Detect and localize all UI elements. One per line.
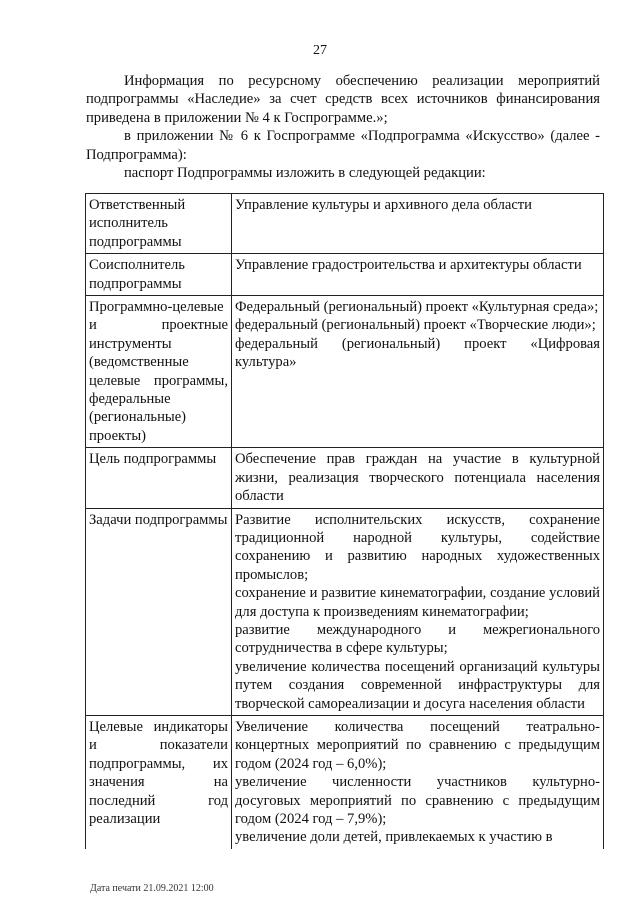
table-row <box>86 194 604 254</box>
row-value <box>232 508 604 715</box>
value-line: сохранение и развитие кинематографии, создание условий для доступа к произведениям кинематографии; <box>235 585 600 620</box>
row-label: Целевые индикаторы и показатели подпрограммы, их значения на последний год реализации <box>86 715 232 848</box>
row-label: Программно-целевые и проектные инструменты (ведомственные целевые программы, федеральные (региональные) проекты) <box>86 296 232 448</box>
row-label: Цель подпрограммы <box>86 448 232 508</box>
value-line: Управление градостроительства и архитектуры области <box>235 257 582 274</box>
table-row <box>86 296 604 448</box>
intro-paragraph-1: Информация по ресурсному обеспечению реализации мероприятий подпрограммы «Наследие» за счет средств всех источников финансирования приведена в приложении № 4 к Госпрограмме.»; <box>86 73 600 126</box>
row-value <box>232 254 604 296</box>
passport-table <box>85 193 604 849</box>
table-row <box>86 508 604 715</box>
value-line: Федеральный (региональный) проект «Культурная среда»; <box>235 299 599 316</box>
intro-paragraph-3: паспорт Подпрограммы изложить в следующей редакции: <box>124 165 486 182</box>
row-value <box>232 296 604 448</box>
row-value <box>232 715 604 848</box>
value-line: федеральный (региональный) проект «Творческие люди»; <box>235 317 596 334</box>
row-value <box>232 448 604 508</box>
value-line: федеральный (региональный) проект «Цифровая культура» <box>235 335 600 371</box>
value-line: увеличение численности участников культурно-досуговых мероприятий по сравнению с предыдущим годом (2024 год – 7,9%); <box>235 774 600 827</box>
table-row <box>86 448 604 508</box>
page-number: 27 <box>313 43 327 58</box>
table-row <box>86 715 604 848</box>
value-line: развитие международного и межрегионального сотрудничества в сфере культуры; <box>235 621 600 657</box>
value-line: Развитие исполнительских искусств, сохранение традиционной народной культуры, содействие сохранению и развитию народных художественных промыслов; <box>235 511 600 583</box>
intro-paragraph-2: в приложении № 6 к Госпрограмме «Подпрограмма «Искусство» (далее - Подпрограмма): <box>86 128 600 163</box>
value-line: увеличение количества посещений организаций культуры путем создания современной инфраструктуры для творческой самореализации и досуга населения области <box>235 658 600 712</box>
intro-text <box>86 72 600 182</box>
row-label: Ответственный исполнитель подпрограммы <box>86 194 232 254</box>
value-line: Увеличение количества посещений театрально-концертных мероприятий по сравнению с предыдущим годом (2024 год – 6,0%); <box>235 718 600 772</box>
row-label: Задачи подпрограммы <box>86 508 232 715</box>
value-line: увеличение доли детей, привлекаемых к участию в <box>235 829 553 846</box>
print-date: Дата печати 21.09.2021 12:00 <box>90 883 214 894</box>
value-line: Управление культуры и архивного дела области <box>235 197 532 213</box>
table-row <box>86 254 604 296</box>
row-value <box>232 194 604 254</box>
row-label: Соисполнитель подпрограммы <box>86 254 232 296</box>
value-line: Обеспечение прав граждан на участие в культурной жизни, реализация творческого потенциала населения области <box>235 451 600 505</box>
